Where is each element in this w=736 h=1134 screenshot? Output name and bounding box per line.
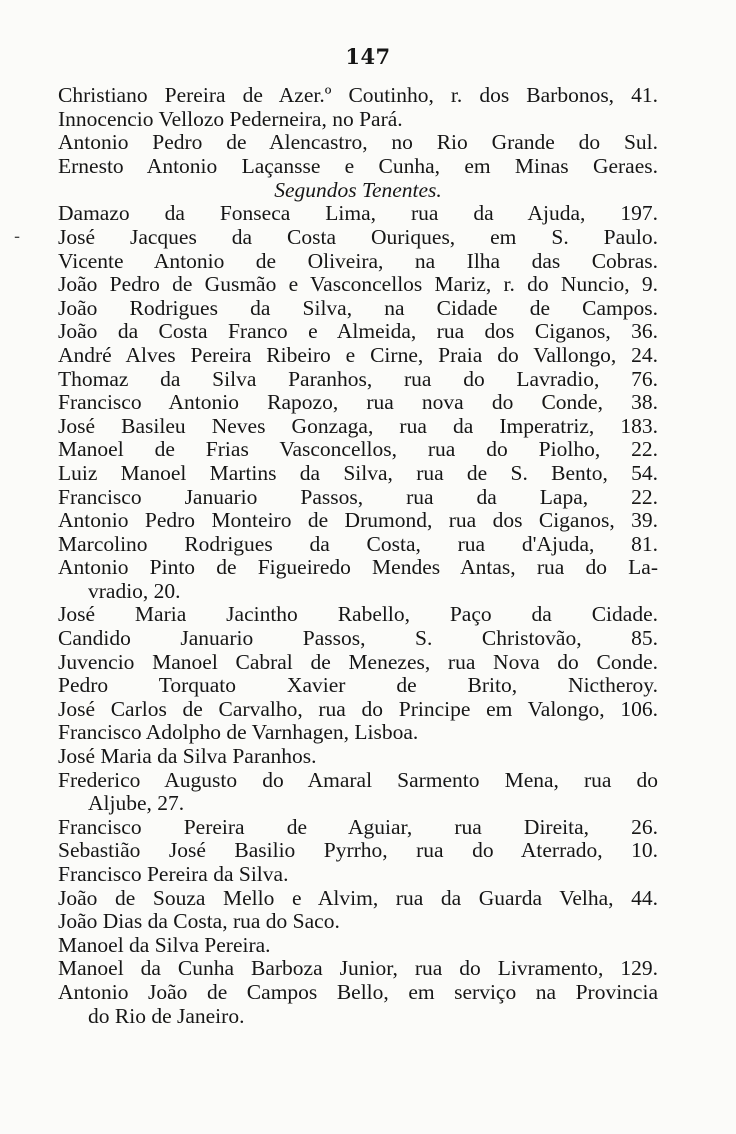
entry-line: José Maria da Silva Paranhos. <box>58 744 317 769</box>
entries-list <box>58 84 690 1028</box>
entry-line: José Maria Jacintho Rabello, Paço da Cidade. <box>58 602 658 627</box>
entry-line: Manoel da Silva Pereira. <box>58 932 271 957</box>
entry-line: João Dias da Costa, rua do Saco. <box>58 909 340 934</box>
entry-line: João Pedro de Gusmão e Vasconcellos Mariz, r. do Nuncio, 9. <box>58 272 658 297</box>
entry-line: Manoel de Frias Vasconcellos, rua do Piolho, 22. <box>58 437 658 462</box>
entry-line: Antonio Pedro de Alencastro, no Rio Grande do Sul. <box>58 130 658 155</box>
entry-line: Juvencio Manoel Cabral de Menezes, rua Nova do Conde. <box>58 649 658 674</box>
entry-line: Antonio João de Campos Bello, em serviço na Provincia <box>58 979 658 1004</box>
entry-line: Francisco Pereira da Silva. <box>58 862 289 886</box>
entry-line: Sebastião José Basilio Pyrrho, rua do Aterrado, 10. <box>58 838 658 863</box>
entry-line: José Jacques da Costa Ouriques, em S. Paulo. <box>58 224 658 249</box>
entry-line: Antonio Pedro Monteiro de Drumond, rua dos Ciganos, 39. <box>58 508 658 533</box>
entry-line: Innocencio Vellozo Pederneira, no Pará. <box>58 106 403 131</box>
entry-line: Damazo da Fonseca Lima, rua da Ajuda, 197. <box>58 201 658 226</box>
entry-line-continuation: do Rio de Janeiro. <box>88 1003 245 1028</box>
entry-line-continuation: Aljube, 27. <box>88 791 185 816</box>
margin-mark: - <box>14 226 21 247</box>
entry-line: Christiano Pereira de Azer.º Coutinho, r. dos Barbonos, 41. <box>58 83 658 107</box>
entry-line: Manoel da Cunha Barboza Junior, rua do Livramento, 129. <box>58 956 658 981</box>
entry-line: João de Souza Mello e Alvim, rua da Guarda Velha, 44. <box>58 885 658 910</box>
entry-line: Marcolino Rodrigues da Costa, rua d'Ajuda, 81. <box>58 531 658 556</box>
entry-line: Francisco Antonio Rapozo, rua nova do Conde, 38. <box>58 390 658 415</box>
entry-line-continuation: vradio, 20. <box>88 578 181 603</box>
entry-line: Antonio Pinto de Figueiredo Mendes Antas, rua do La- <box>58 555 658 580</box>
entry-line: André Alves Pereira Ribeiro e Cirne, Praia do Vallongo, 24. <box>58 342 658 367</box>
entry-line: Pedro Torquato Xavier de Brito, Nictheroy. <box>58 673 658 698</box>
entry-line: Francisco Pereira de Aguiar, rua Direita, 26. <box>58 814 658 839</box>
entry-line: Candido Januario Passos, S. Christovão, 85. <box>58 626 658 651</box>
page-number: 147 <box>345 44 391 69</box>
entry-line: Vicente Antonio de Oliveira, na Ilha das Cobras. <box>58 248 658 273</box>
entry-line: Frederico Augusto do Amaral Sarmento Mena, rua do <box>58 767 658 792</box>
entry-line: João Rodrigues da Silva, na Cidade de Campos. <box>58 295 658 320</box>
entry-line: Luiz Manoel Martins da Silva, rua de S. Bento, 54. <box>58 460 658 485</box>
entry-line: Francisco Januario Passos, rua da Lapa, 22. <box>58 484 658 509</box>
entry-line: Thomaz da Silva Paranhos, rua do Lavradio, 76. <box>58 366 658 391</box>
entry-line: Ernesto Antonio Laçansse e Cunha, em Minas Geraes. <box>58 153 658 178</box>
entry-line: João da Costa Franco e Almeida, rua dos Ciganos, 36. <box>58 319 658 344</box>
entry-line: José Basileu Neves Gonzaga, rua da Imperatriz, 183. <box>58 413 658 438</box>
entry-line: Francisco Adolpho de Varnhagen, Lisboa. <box>58 720 419 745</box>
entry-line: José Carlos de Carvalho, rua do Principe em Valongo, 106. <box>58 696 658 721</box>
section-heading: Segundos Tenentes. <box>274 178 442 203</box>
